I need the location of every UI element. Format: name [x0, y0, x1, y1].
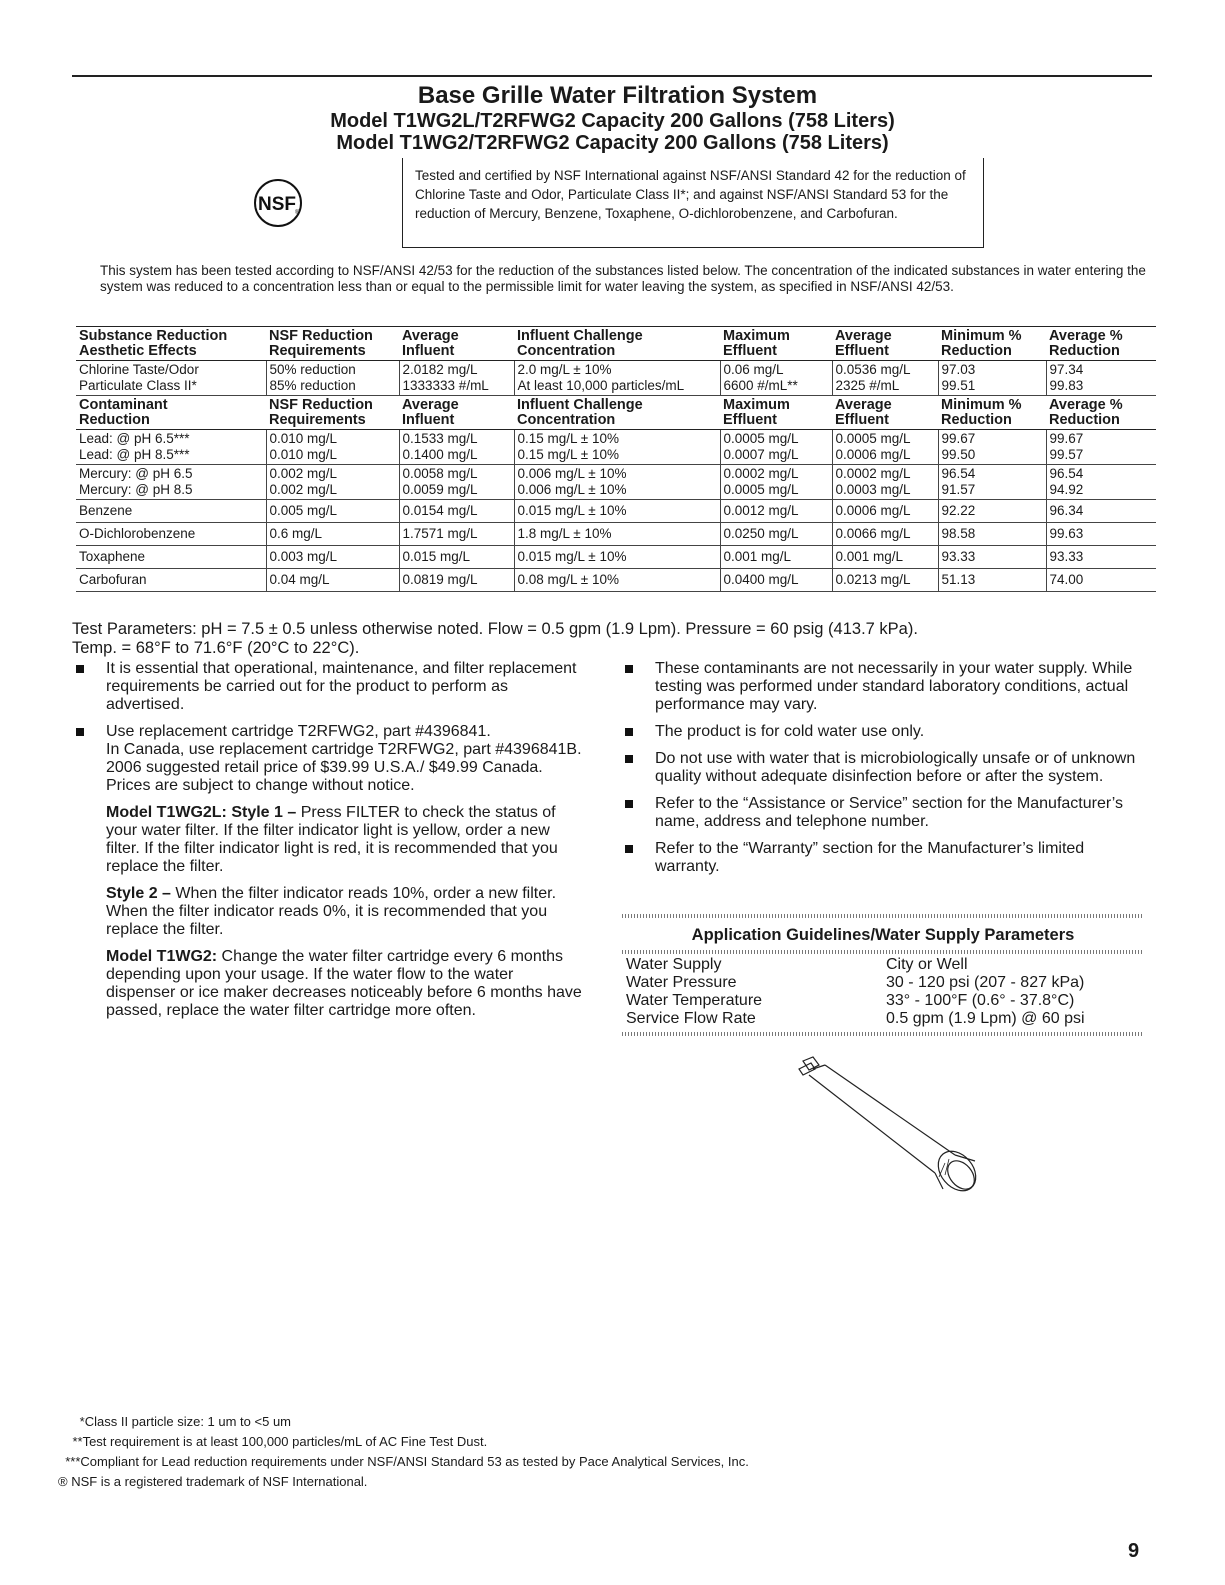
- table-row: [76, 500, 1156, 523]
- nsf-logo-text: NSF: [258, 194, 296, 215]
- table-cell: 1.7571 mg/L: [399, 523, 514, 546]
- table-cell: 0.0012 mg/L: [720, 500, 832, 523]
- table-cell: 0.0213 mg/L: [832, 569, 938, 592]
- table-cell: 0.0002 mg/L 0.0003 mg/L: [832, 465, 938, 500]
- top-rule: [72, 75, 1152, 77]
- list-item: [106, 660, 586, 714]
- table-cell: 99.67 99.57: [1046, 430, 1156, 465]
- bullet-text: It is essential that operational, maintenance, and filter replacement requirements be carried out for the product to perform as advertised.: [106, 660, 577, 713]
- table-cell: 97.34 99.83: [1046, 361, 1156, 396]
- contaminant-rows: [76, 430, 1156, 592]
- table-cell: 0.002 mg/L 0.002 mg/L: [266, 465, 399, 500]
- style1-paragraph: [106, 804, 586, 876]
- bullet-square-icon: [76, 728, 84, 736]
- style2-text: When the filter indicator reads 10%, order a new filter. When the filter indicator reads 0%, it is recommended that you replace the filter.: [106, 885, 557, 938]
- model2-text: Change the water filter cartridge every 6 months depending upon your usage. If the water flow to the water dispenser or ice maker decreases noticeably before 6 months have passed, replace the water filter cartridge more often.: [106, 948, 582, 1019]
- footnote: **Test requirement is at least 100,000 particles/mL of AC Fine Test Dust.: [58, 1434, 488, 1449]
- column-header: Average Influent: [399, 327, 514, 361]
- intro-paragraph: This system has been tested according to NSF/ANSI 42/53 for the reduction of the substances listed below. The concentration of the indicated substances in water entering the system was reduced to a concentration less than or equal to the permissible limit for water leaving the system, as specified in NSF/ANSI 42/53.: [100, 263, 1146, 294]
- table-cell: 0.08 mg/L ± 10%: [514, 569, 720, 592]
- table-cell: 97.03 99.51: [938, 361, 1046, 396]
- style1-label: Model T1WG2L: Style 1 –: [106, 804, 297, 821]
- table-cell: 50% reduction 85% reduction: [266, 361, 399, 396]
- table-row: [76, 430, 1156, 465]
- table-cell: 0.0002 mg/L 0.0005 mg/L: [720, 465, 832, 500]
- table-cell: 0.015 mg/L: [399, 546, 514, 569]
- contaminant-header: [76, 396, 1156, 430]
- table-cell: 0.005 mg/L: [266, 500, 399, 523]
- hatch-divider-mid: [622, 950, 1144, 954]
- column-header: Average Influent: [399, 396, 514, 430]
- bullet-square-icon: [625, 728, 633, 736]
- bullet-text: Refer to the “Warranty” section for the Manufacturer’s limited warranty.: [655, 840, 1085, 875]
- column-header: Influent Challenge Concentration: [514, 396, 720, 430]
- table-cell: 92.22: [938, 500, 1046, 523]
- list-item: [655, 660, 1145, 714]
- contaminant-header-row: [76, 396, 1156, 430]
- table-cell: 0.015 mg/L ± 10%: [514, 500, 720, 523]
- table-cell: 0.0250 mg/L: [720, 523, 832, 546]
- bullet-square-icon: [625, 800, 633, 808]
- column-header: Average % Reduction: [1046, 327, 1156, 361]
- column-header: Maximum Effluent: [720, 396, 832, 430]
- parameter-row: [626, 974, 1146, 992]
- list-item: [655, 795, 1145, 831]
- table-cell: 96.54 94.92: [1046, 465, 1156, 500]
- bullet-square-icon: [625, 755, 633, 763]
- model-line-1: Model T1WG2L/T2RFWG2 Capacity 200 Gallons (758 Liters): [330, 110, 895, 132]
- right-column: [655, 660, 1145, 885]
- table-cell: 0.0536 mg/L 2325 #/mL: [832, 361, 938, 396]
- table-cell: 93.33: [1046, 546, 1156, 569]
- table-cell: 0.0005 mg/L 0.0007 mg/L: [720, 430, 832, 465]
- column-header: Maximum Effluent: [720, 327, 832, 361]
- bullet-text: Refer to the “Assistance or Service” section for the Manufacturer’s name, address and telephone number.: [655, 795, 1124, 830]
- parameter-row: [626, 992, 1146, 1010]
- column-header: NSF Reduction Requirements: [266, 396, 399, 430]
- hatch-divider-top: [622, 914, 1144, 918]
- table-cell: 0.06 mg/L 6600 #/mL**: [720, 361, 832, 396]
- table-cell: 0.0154 mg/L: [399, 500, 514, 523]
- page-title: Base Grille Water Filtration System: [417, 82, 818, 109]
- table-cell: 2.0182 mg/L 1333333 #/mL: [399, 361, 514, 396]
- page-number: 9: [1128, 1540, 1140, 1562]
- column-header: Average Effluent: [832, 396, 938, 430]
- list-item: [655, 750, 1145, 786]
- column-header: Average Effluent: [832, 327, 938, 361]
- parameter-row: [626, 956, 1146, 974]
- parameter-label: Water Supply: [626, 956, 722, 973]
- parameter-value: City or Well: [886, 956, 968, 973]
- table-cell: 0.001 mg/L: [720, 546, 832, 569]
- table-cell: 96.54 91.57: [938, 465, 1046, 500]
- list-item: [106, 723, 586, 795]
- application-parameters: [626, 956, 1146, 1028]
- test-parameters-line-2: Temp. = 68°F to 71.6°F (20°C to 22°C).: [72, 639, 360, 657]
- table-cell: 0.15 mg/L ± 10% 0.15 mg/L ± 10%: [514, 430, 720, 465]
- table-cell: 0.0005 mg/L 0.0006 mg/L: [832, 430, 938, 465]
- table-cell: 51.13: [938, 569, 1046, 592]
- table-cell: 96.34: [1046, 500, 1156, 523]
- table-cell: 93.33: [938, 546, 1046, 569]
- bullet-square-icon: [625, 845, 633, 853]
- footnote: ® NSF is a registered trademark of NSF International.: [58, 1474, 368, 1489]
- parameter-value: 30 - 120 psi (207 - 827 kPa): [886, 974, 1085, 991]
- table-cell: 99.63: [1046, 523, 1156, 546]
- bullet-text: These contaminants are not necessarily in your water supply. While testing was performed under standard laboratory conditions, actual performance may vary.: [655, 660, 1133, 713]
- table-row: [76, 465, 1156, 500]
- column-header: Substance Reduction Aesthetic Effects: [76, 327, 266, 361]
- parameter-value: 0.5 gpm (1.9 Lpm) @ 60 psi: [886, 1010, 1085, 1027]
- table-row: [76, 569, 1156, 592]
- bullet-text: Use replacement cartridge T2RFWG2, part #4396841.: [106, 723, 491, 740]
- table-row: [76, 523, 1156, 546]
- table-cell: Carbofuran: [76, 569, 266, 592]
- application-title: Application Guidelines/Water Supply Parameters: [691, 926, 1075, 944]
- model2-label: Model T1WG2:: [106, 948, 218, 965]
- table-cell: 0.015 mg/L ± 10%: [514, 546, 720, 569]
- column-header: Contaminant Reduction: [76, 396, 266, 430]
- table-cell: 0.010 mg/L 0.010 mg/L: [266, 430, 399, 465]
- table-cell: 0.6 mg/L: [266, 523, 399, 546]
- table-row: [76, 361, 1156, 396]
- aesthetic-rows: [76, 361, 1156, 396]
- table-cell: 0.0400 mg/L: [720, 569, 832, 592]
- table-cell: 2.0 mg/L ± 10% At least 10,000 particles/mL: [514, 361, 720, 396]
- table-cell: 0.003 mg/L: [266, 546, 399, 569]
- left-column: [106, 660, 586, 1029]
- parameter-label: Water Pressure: [626, 974, 737, 991]
- title-block: [0, 82, 1225, 154]
- bullet-text: The product is for cold water use only.: [655, 723, 925, 740]
- table-cell: 0.0066 mg/L: [832, 523, 938, 546]
- parameter-row: [626, 1010, 1146, 1028]
- certification-box: [402, 158, 984, 248]
- table-cell: 0.0006 mg/L: [832, 500, 938, 523]
- table-cell: 0.006 mg/L ± 10% 0.006 mg/L ± 10%: [514, 465, 720, 500]
- footnote: ***Compliant for Lead reduction requirements under NSF/ANSI Standard 53 as tested by Pace Analytical Services, Inc.: [58, 1454, 749, 1469]
- column-header: Minimum % Reduction: [938, 327, 1046, 361]
- footnote: *Class II particle size: 1 um to <5 um: [58, 1414, 292, 1429]
- style2-label: Style 2 –: [106, 885, 171, 902]
- table-cell: 1.8 mg/L ± 10%: [514, 523, 720, 546]
- parameter-label: Water Temperature: [626, 992, 763, 1009]
- bullet-text: In Canada, use replacement cartridge T2RFWG2, part #4396841B. 2006 suggested retail price of $39.99 U.S.A./ $49.99 Canada. Prices are subject to change without notice.: [106, 741, 582, 794]
- list-item: [655, 840, 1145, 876]
- column-header: Average % Reduction: [1046, 396, 1156, 430]
- table-cell: Toxaphene: [76, 546, 266, 569]
- nsf-logo-icon: [253, 178, 303, 228]
- table-cell: 98.58: [938, 523, 1046, 546]
- substance-reduction-table: [76, 326, 1156, 592]
- table-cell: Benzene: [76, 500, 266, 523]
- footnotes: [58, 1412, 1058, 1492]
- table-cell: 74.00: [1046, 569, 1156, 592]
- style2-paragraph: [106, 885, 586, 939]
- table-cell: Chlorine Taste/Odor Particulate Class II*: [76, 361, 266, 396]
- table-cell: 99.67 99.50: [938, 430, 1046, 465]
- filter-cartridge-icon: [795, 1055, 995, 1195]
- table-row: [76, 546, 1156, 569]
- column-header: Minimum % Reduction: [938, 396, 1046, 430]
- column-header: NSF Reduction Requirements: [266, 327, 399, 361]
- model2-paragraph: [106, 948, 586, 1020]
- aesthetic-header-row: [76, 327, 1156, 361]
- parameter-value: 33° - 100°F (0.6° - 37.8°C): [886, 992, 1075, 1009]
- table-cell: 0.04 mg/L: [266, 569, 399, 592]
- table-cell: 0.1533 mg/L 0.1400 mg/L: [399, 430, 514, 465]
- aesthetic-header: [76, 327, 1156, 361]
- bullet-square-icon: [76, 665, 84, 673]
- bullet-square-icon: [625, 665, 633, 673]
- table-cell: Mercury: @ pH 6.5 Mercury: @ pH 8.5: [76, 465, 266, 500]
- style1-text: Press FILTER to check the status of your water filter. If the filter indicator light is yellow, order a new filter. If the filter indicator light is red, it is recommended that you replace the filter.: [106, 804, 558, 875]
- certification-text: Tested and certified by NSF International against NSF/ANSI Standard 42 for the reduction of Chlorine Taste and Odor, Particulate Class II*; and against NSF/ANSI Standard 53 for the reduction of Mercury, Benzene, Toxaphene, O-dichlorobenzene, and Carbofuran.: [415, 168, 966, 221]
- bullet-text: Do not use with water that is microbiologically unsafe or of unknown quality without adequate disinfection before or after the system.: [655, 750, 1136, 785]
- model-line-2: Model T1WG2/T2RFWG2 Capacity 200 Gallons (758 Liters): [336, 132, 889, 154]
- table-cell: 0.001 mg/L: [832, 546, 938, 569]
- parameter-label: Service Flow Rate: [626, 1010, 756, 1027]
- test-parameters-line-1: Test Parameters: pH = 7.5 ± 0.5 unless otherwise noted. Flow = 0.5 gpm (1.9 Lpm). Pressure = 60 psig (413.7 kPa).: [72, 620, 918, 638]
- list-item: [655, 723, 1145, 741]
- table-cell: Lead: @ pH 6.5*** Lead: @ pH 8.5***: [76, 430, 266, 465]
- table-cell: O-Dichlorobenzene: [76, 523, 266, 546]
- table-cell: 0.0819 mg/L: [399, 569, 514, 592]
- test-parameters: [72, 620, 1152, 658]
- hatch-divider-bottom: [622, 1032, 1144, 1036]
- column-header: Influent Challenge Concentration: [514, 327, 720, 361]
- table-cell: 0.0058 mg/L 0.0059 mg/L: [399, 465, 514, 500]
- svg-text:®: ®: [295, 210, 300, 216]
